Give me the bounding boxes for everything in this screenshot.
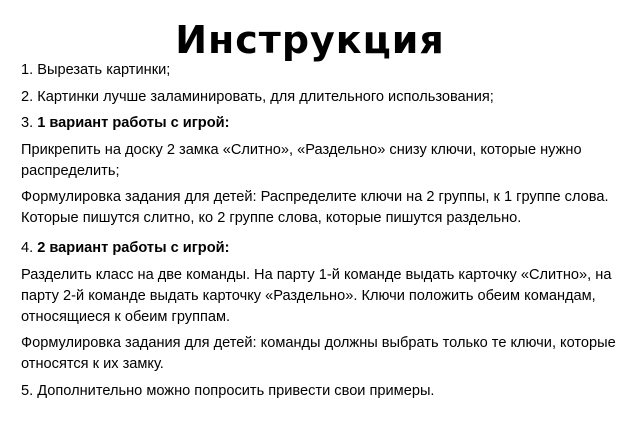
variant-2-setup: Разделить класс на две команды. На парту 1-й команде выдать карточку «Слитно», на парту 2-й команде выдать карточку «Раздельно». Ключи положить обеим командам, относящиеся к обеим группам. — [21, 266, 612, 325]
variant-2-task: Формулировка задания для детей: команды должны выбрать только те ключи, которые относятся к их замку. — [21, 335, 616, 372]
instruction-body — [21, 60, 633, 407]
step-2: 2. Картинки лучше заламинировать, для длительного использования; — [21, 88, 494, 105]
step-1: 1. Вырезать картинки; — [21, 62, 171, 78]
variant-1-setup: Прикрепить на доску 2 замка «Слитно», «Раздельно» снизу ключи, которые нужно распределить; — [21, 141, 582, 179]
slide-title: Инструкция — [175, 18, 445, 62]
step-3 — [21, 113, 633, 134]
step-4-number: 4. — [21, 240, 38, 256]
step-4 — [21, 238, 633, 259]
step-3-heading: 1 вариант работы с игрой: — [37, 115, 230, 131]
step-3-number: 3. — [21, 115, 38, 131]
step-4-heading: 2 вариант работы с игрой: — [37, 240, 230, 256]
step-5: 5. Дополнительно можно попросить привести свои примеры. — [21, 382, 435, 399]
variant-1-task: Формулировка задания для детей: Распределите ключи на 2 группы, к 1 группе слова. Которые пишутся слитно, ко 2 группе слова, которые пишутся раздельно. — [21, 189, 609, 226]
